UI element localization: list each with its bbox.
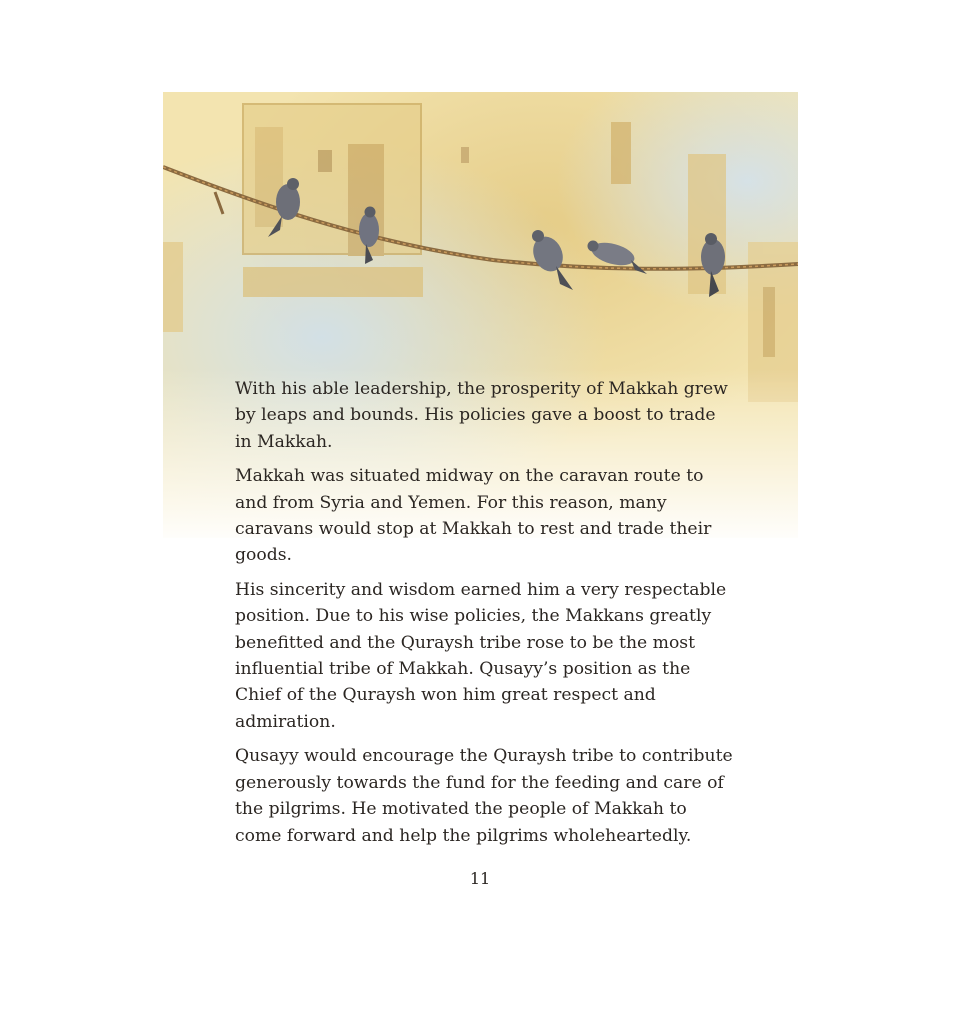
paragraph-1: With his able leadership, the prosperity of Makkah grew by leaps and bounds. His policies gave a boost to trade in Makkah.: [235, 379, 728, 452]
paragraph-2: Makkah was situated midway on the caravan route to and from Syria and Yemen. For this reason, many caravans would stop at Makkah to rest and trade their goods.: [235, 466, 712, 566]
page-number: 11: [469, 869, 491, 888]
paragraph-4: Qusayy would encourage the Quraysh tribe to contribute generously towards the fund for the feeding and care of the pilgrims. He motivated the people of Makkah to come forward and help the pilgrims wholeheartedly.: [235, 746, 733, 846]
story-text: [235, 376, 735, 857]
paragraph-3: His sincerity and wisdom earned him a very respectable position. Due to his wise policies, the Makkans greatly benefitted and the Quraysh tribe rose to be the most influential tribe of Makkah. Qusayy’s position as the Chief of the Quraysh won him great respect and admiration.: [235, 579, 727, 732]
